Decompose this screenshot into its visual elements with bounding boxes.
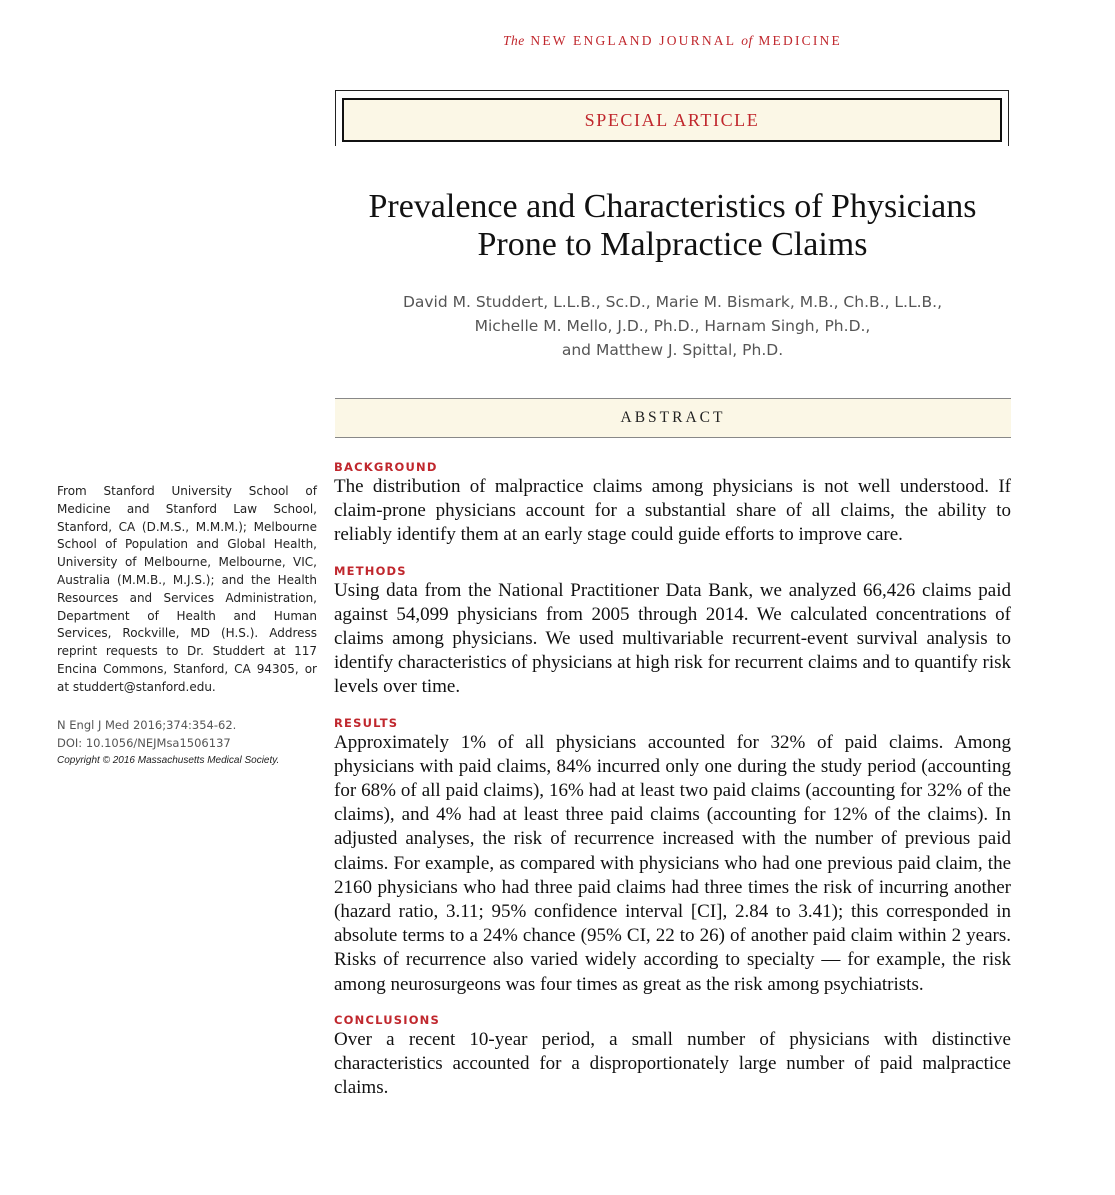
author-line-1: David M. Studdert, L.L.B., Sc.D., Marie M. Bismark, M.B., Ch.B., L.L.B., bbox=[402, 293, 943, 311]
background-text: The distribution of malpractice claims among physicians is not well understood. If claim-prone physicians account for a substantial share of all claims, the ability to reliably identify them at an early stage could guide efforts to improve care. bbox=[334, 476, 1011, 546]
section-label: SPECIAL ARTICLE bbox=[584, 109, 760, 130]
running-head-journal-a: NEW ENGLAND JOURNAL bbox=[530, 33, 736, 48]
results-text: Approximately 1% of all physicians accounted for 32% of paid claims. Among physicians with paid claims, 84% incurred only one during the study period (accounting for 68% of all paid claims), 16% had at least two paid claims (accounting for 32% of the claims), and 4% had at least three paid claims (accounting for 12% of the claims). In adjusted analyses, the risk of recurrence increased with the number of previous paid claims. For example, as compared with physicians who had one previous paid claim, the 2160 physicians who had three paid claims had three times the risk of incurring another (hazard ratio, 3.11; 95% confidence interval [CI], 2.84 to 3.41); this corresponded in absolute terms to a 24% chance (95% CI, 22 to 26) of another paid claim within 2 years. Risks of recurrence also varied widely according to specialty — for example, the risk among neurosurgeons was four times as great as the risk among psychiatrists. bbox=[334, 731, 1011, 995]
abstract-header-band bbox=[335, 398, 1011, 438]
abstract-body bbox=[334, 459, 1011, 1115]
conclusions-heading: CONCLUSIONS bbox=[334, 1012, 440, 1027]
author-line-3: and Matthew J. Spittal, Ph.D. bbox=[561, 341, 784, 359]
results-heading: RESULTS bbox=[334, 715, 399, 730]
doi-text: DOI: 10.1056/NEJMsa1506137 bbox=[57, 735, 231, 750]
section-label-box bbox=[342, 98, 1002, 142]
affiliation-sidebar bbox=[57, 483, 317, 770]
background-heading: BACKGROUND bbox=[334, 460, 438, 474]
abstract-label: ABSTRACT bbox=[620, 409, 726, 426]
author-line-2: Michelle M. Mello, J.D., Ph.D., Harnam Singh, Ph.D., bbox=[474, 317, 871, 335]
section-label-frame bbox=[335, 90, 1009, 146]
methods-heading: METHODS bbox=[334, 563, 407, 578]
conclusions-text: Over a recent 10-year period, a small number of physicians with distinctive characteristics accounted for a disproportionately large number of paid malpractice claims. bbox=[334, 1028, 1011, 1099]
author-list bbox=[335, 290, 1010, 362]
methods-text: Using data from the National Practitioner Data Bank, we analyzed 66,426 claims paid against 54,099 physicians from 2005 through 2014. We calculated concentrations of claims among physicians. We used multivariable recurrent-event survival analysis to identify characteristics of physicians at high risk for recurrent claims and to quantify risk levels over time. bbox=[334, 579, 1011, 698]
title-line-1: Prevalence and Characteristics of Physicians bbox=[368, 188, 977, 225]
running-head-of: of bbox=[741, 33, 753, 48]
running-head-the: The bbox=[503, 33, 525, 48]
title-line-2: Prone to Malpractice Claims bbox=[477, 226, 868, 263]
journal-running-head bbox=[335, 33, 1010, 49]
running-head-journal-b: MEDICINE bbox=[758, 33, 842, 48]
journal-citation: N Engl J Med 2016;374:354-62. bbox=[57, 717, 237, 732]
affiliation-text: From Stanford University School of Medicine and Stanford Law School, Stanford, CA (D.M.S., M.M.M.); Melbourne School of Population and Global Health, University of Melbourne, Melbourne, VIC, Australia (M.M.B., M.J.S.); and the Health Resources and Services Administration, Department of Health and Human Services, Rockville, MD (H.S.). Address reprint requests to Dr. Studdert at 117 Encina Commons, Stanford, CA 94305, or at studdert@stanford.edu. bbox=[57, 484, 317, 694]
article-title bbox=[335, 188, 1010, 264]
copyright-notice: Copyright © 2016 Massachusetts Medical Society. bbox=[57, 754, 280, 766]
citation-block bbox=[57, 716, 317, 770]
